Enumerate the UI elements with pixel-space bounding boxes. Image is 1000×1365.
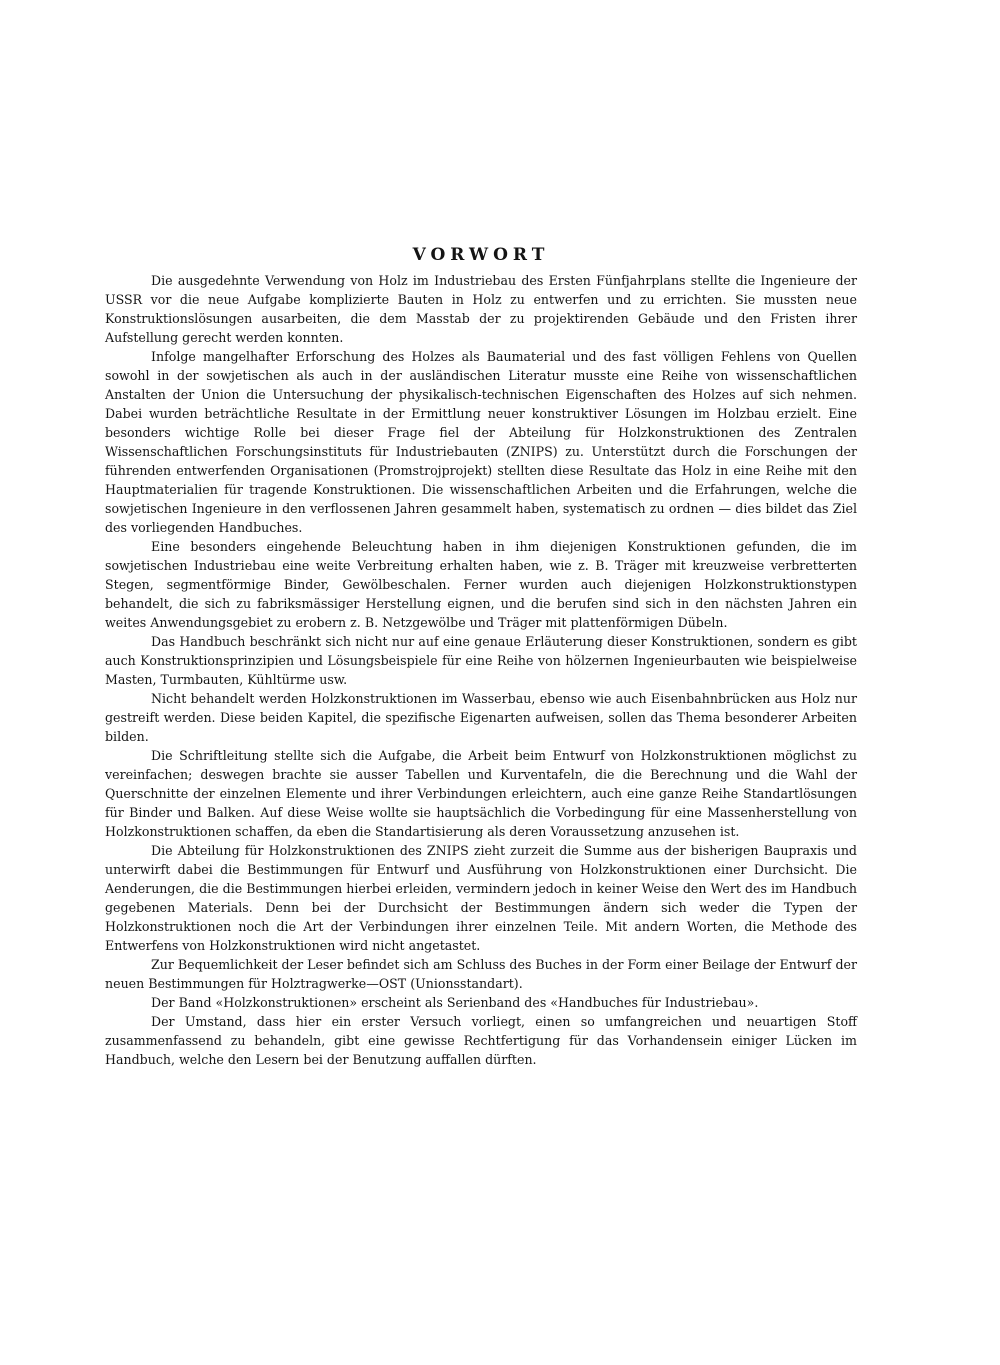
- preface-text-block: [105, 244, 857, 1069]
- paragraph: Die Schriftleitung stellte sich die Aufgabe, die Arbeit beim Entwurf von Holzkonstruktionen möglichst zu vereinfachen; deswegen brachte sie ausser Tabellen und Kurventafeln, die die Berechnung und die Wahl der Querschnitte der einzelnen Elemente und ihrer Verbindungen erleichtern, auch eine ganze Reihe Standartlösungen für Binder und Balken. Auf diese Weise wollte sie hauptsächlich die Vorbedingung für eine Massenherstellung von Holzkonstruktionen schaffen, da eben die Standartisierung als deren Voraussetzung anzusehen ist.: [105, 748, 857, 839]
- paragraph: Die Abteilung für Holzkonstruktionen des ZNIPS zieht zurzeit die Summe aus der bisherigen Baupraxis und unterwirft dabei die Bestimmungen für Entwurf und Ausführung von Holzkonstruktionen einer Durchsicht. Die Aenderungen, die die Bestimmungen hierbei erleiden, vermindern jedoch in keiner Weise den Wert des im Handbuch gegebenen Materials. Denn bei der Durchsicht der Bestimmungen ändern sich weder die Typen der Holzkonstruktionen noch die Art der Verbindungen ihrer einzelnen Teile. Mit andern Worten, die Methode des Entwerfens von Holzkonstruktionen wird nicht angetastet.: [105, 843, 857, 953]
- paragraph: Die ausgedehnte Verwendung von Holz im Industriebau des Ersten Fünfjahrplans stellte die Ingenieure der USSR vor die neue Aufgabe komplizierte Bauten in Holz zu entwerfen und zu errichten. Sie mussten neue Konstruktionslösungen ausarbeiten, die dem Masstab der zu projektirenden Gebäude und den Fristen ihrer Aufstellung gerecht werden konnten.: [105, 273, 857, 345]
- paragraph: Der Umstand, dass hier ein erster Versuch vorliegt, einen so umfangreichen und neuartigen Stoff zusammenfassend zu behandeln, gibt eine gewisse Rechtfertigung für das Vorhandensein einiger Lücken im Handbuch, welche den Lesern bei der Benutzung auffallen dürften.: [105, 1014, 857, 1067]
- paragraph: Infolge mangelhafter Erforschung des Holzes als Baumaterial und des fast völligen Fehlens von Quellen sowohl in der sowjetischen als auch in der ausländischen Literatur musste eine Reihe von wissenschaftlichen Anstalten der Union die Untersuchung der physikalisch-technischen Eigenschaften des Holzes auf sich nehmen. Dabei wurden beträchtliche Resultate in der Ermittlung neuer konstruktiver Lösungen im Holzbau erzielt. Eine besonders wichtige Rolle bei dieser Frage fiel der Abteilung für Holzkonstruktionen des Zentralen Wissenschaftlichen Forschungsinstituts für Industriebauten (ZNIPS) zu. Unterstützt durch die Forschungen der führenden entwerfenden Organisationen (Promstrojprojekt) stellten diese Resultate das Holz in eine Reihe mit den Hauptmaterialien für tragende Konstruktionen. Die wissenschaftlichen Arbeiten und die Erfahrungen, welche die sowjetischen Ingenieure in den verflossenen Jahren gesammelt haben, systematisch zu ordnen — dies bildet das Ziel des vorliegenden Handbuches.: [105, 349, 857, 535]
- paragraph: Der Band «Holzkonstruktionen» erscheint als Serienband des «Handbuches für Industriebau».: [151, 995, 759, 1010]
- page-title: VORWORT: [412, 245, 550, 265]
- paragraph: Zur Bequemlichkeit der Leser befindet sich am Schluss des Buches in der Form einer Beilage der Entwurf der neuen Bestimmungen für Holztragwerke—OST (Unionsstandart).: [105, 957, 857, 991]
- paragraph: Eine besonders eingehende Beleuchtung haben in ihm diejenigen Konstruktionen gefunden, die im sowjetischen Industriebau eine weite Verbreitung erhalten haben, wie z. B. Träger mit kreuzweise verbretterten Stegen, segmentförmige Binder, Gewölbeschalen. Ferner wurden auch diejenigen Holzkonstruktionstypen behandelt, die sich zu fabriksmässiger Herstellung eignen, und die berufen sind sich in den nächsten Jahren ein weites Anwendungsgebiet zu erobern z. B. Netzgewölbe und Träger mit plattenförmigen Dübeln.: [105, 539, 857, 630]
- paragraph: Das Handbuch beschränkt sich nicht nur auf eine genaue Erläuterung dieser Konstruktionen, sondern es gibt auch Konstruktionsprinzipien und Lösungsbeispiele für eine Reihe von hölzernen Ingenieurbauten wie beispielweise Masten, Turmbauten, Kühltürme usw.: [105, 634, 857, 687]
- paragraph: Nicht behandelt werden Holzkonstruktionen im Wasserbau, ebenso wie auch Eisenbahnbrücken aus Holz nur gestreift werden. Diese beiden Kapitel, die spezifische Eigenarten aufweisen, sollen das Thema besonderer Arbeiten bilden.: [105, 691, 857, 744]
